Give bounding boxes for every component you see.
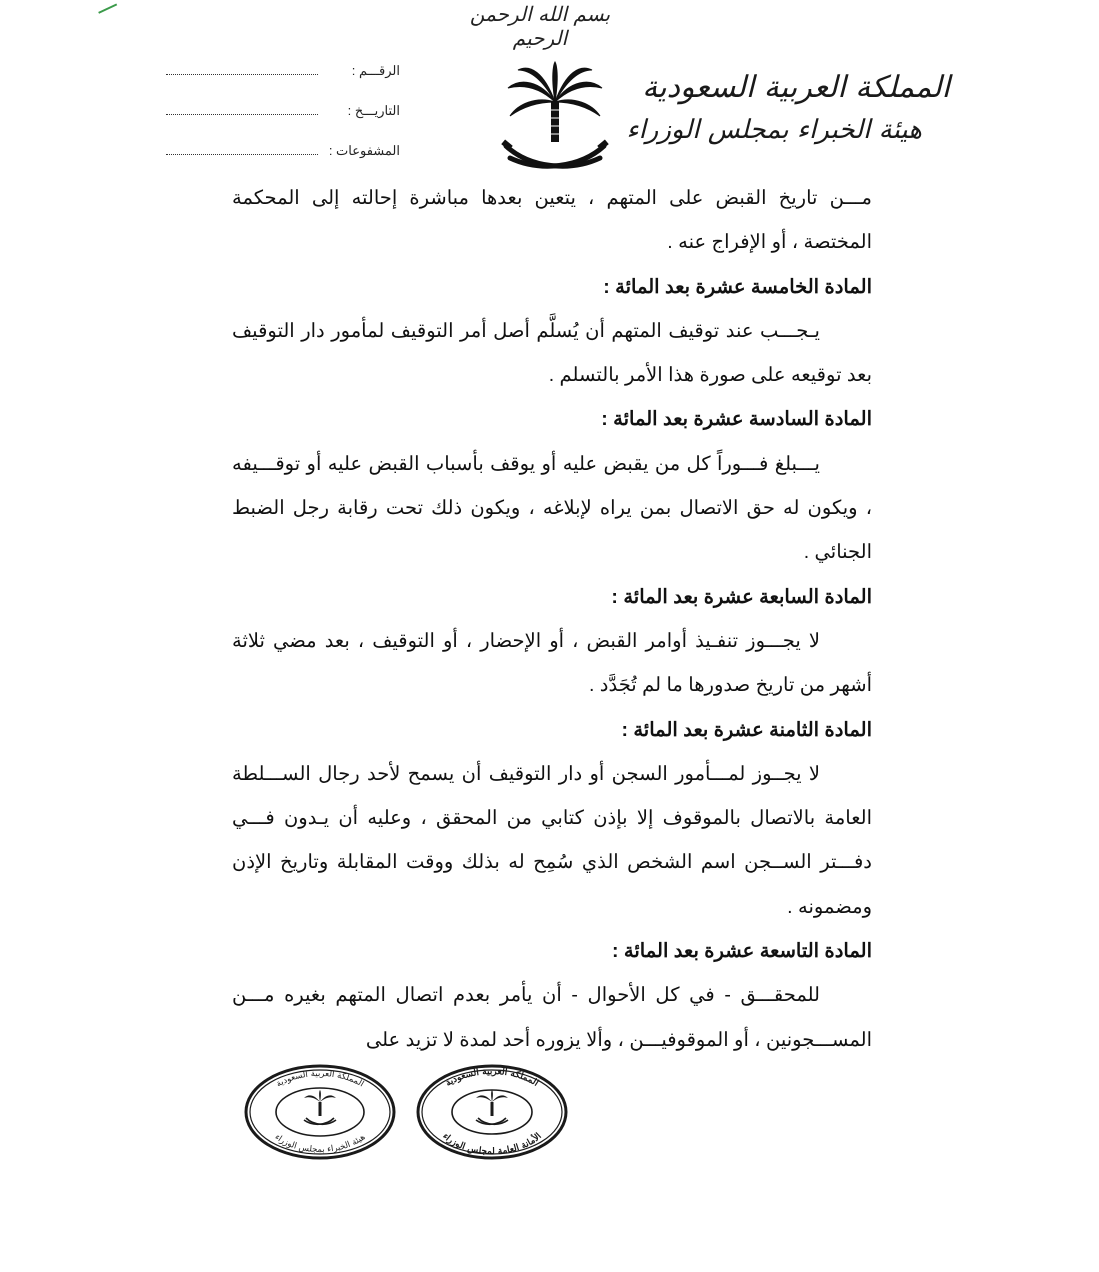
seal-stamp-bureau-icon [242, 1062, 398, 1162]
ref-attachments-row [160, 142, 400, 162]
basmala: بسم الله الرحمن الرحيم [469, 2, 611, 50]
org-name-kingdom: المملكة العربية السعودية [642, 70, 950, 105]
article-paragraph: للمحقـــق - في كل الأحوال - أن يأمر بعدم اتصال المتهم بغيره مـــن المســـجونين ، أو الموقوفيـــن ، وألا يزوره أحد لمدة لا تزيد على [232, 984, 872, 1051]
article-paragraph: لا يجـــوز تنفـيذ أوامر القبض ، أو الإحضار ، أو التوقيف ، بعد مضي ثلاثة أشهر من تاريخ صدورها ما لم تُجَدَّد . [232, 629, 872, 697]
article-paragraph: يـــبلغ فـــوراً كل من يقبض عليه أو يوقف بأسباب القبض عليه أو توقـــيفه ، ويكون له حق الاتصال بمن يراه لإبلاغه ، ويكون ذلك تحت رقابة رجل الضبط الجنائي . [232, 452, 872, 564]
ref-number-row [160, 62, 400, 82]
article-heading: المادة التاسعة عشرة بعد المائة : [612, 940, 872, 963]
reference-fields [160, 62, 400, 182]
svg-text:هيئة الخبراء بمجلس الوزراء: هيئة الخبراء بمجلس الوزراء [272, 1132, 368, 1156]
article-paragraph: لا يجــوز لمـــأمور السجن أو دار التوقيف أن يسمح لأحد رجال الســـلطة العامة بالاتصال بالموقوف إلا بإذن كتابي من المحقق ، وعليه أن يـدون فـــي دفـــتر الســجن اسم الشخص الذي سُمِح له بذلك ووقت المقابلة وتاريخ الإذن ومضمونه . [232, 762, 872, 918]
article-paragraph: يـجـــب عند توقيف المتهم أن يُسلَّم أصل أمر التوقيف لمأمور دار التوقيف بعد توقيعه على صورة هذا الأمر بالتسلم . [232, 319, 872, 387]
ref-attachments-label: المشفوعات : [328, 143, 400, 158]
article-heading: المادة السادسة عشرة بعد المائة : [601, 408, 872, 431]
ref-date-label: التاريـــخ : [347, 103, 400, 118]
organization-header [626, 66, 950, 150]
ref-attachments-dotted-line [166, 142, 318, 155]
article-heading: المادة السابعة عشرة بعد المائة : [611, 585, 872, 608]
ref-number-label: الرقـــم : [351, 63, 400, 78]
article-heading: المادة الخامسة عشرة بعد المائة : [603, 275, 872, 298]
org-name-bureau: هيئة الخبراء بمجلس الوزراء [626, 115, 922, 145]
svg-text:المملكة العربية السعودية: المملكة العربية السعودية [444, 1066, 541, 1089]
seal-stamp-secretariat-icon [414, 1062, 570, 1162]
article-heading: المادة الثامنة عشرة بعد المائة : [621, 718, 872, 741]
corner-mark [95, 0, 117, 14]
continuation-paragraph: مـــن تاريخ القبض على المتهم ، يتعين بعدها مباشرة إحالته إلى المحكمة المختصة ، أو الإفراج عنه . [232, 187, 872, 254]
svg-text:الأمانة العامة لمجلس الوزراء: الأمانة العامة لمجلس الوزراء [440, 1131, 544, 1158]
ref-date-dotted-line [166, 102, 318, 115]
document-body [232, 176, 872, 1062]
svg-text:المملكة العربية السعودية: المملكة العربية السعودية [274, 1068, 366, 1090]
palm-swords-emblem-icon [500, 60, 610, 180]
ref-number-dotted-line [166, 62, 318, 75]
ref-date-row [160, 102, 400, 122]
